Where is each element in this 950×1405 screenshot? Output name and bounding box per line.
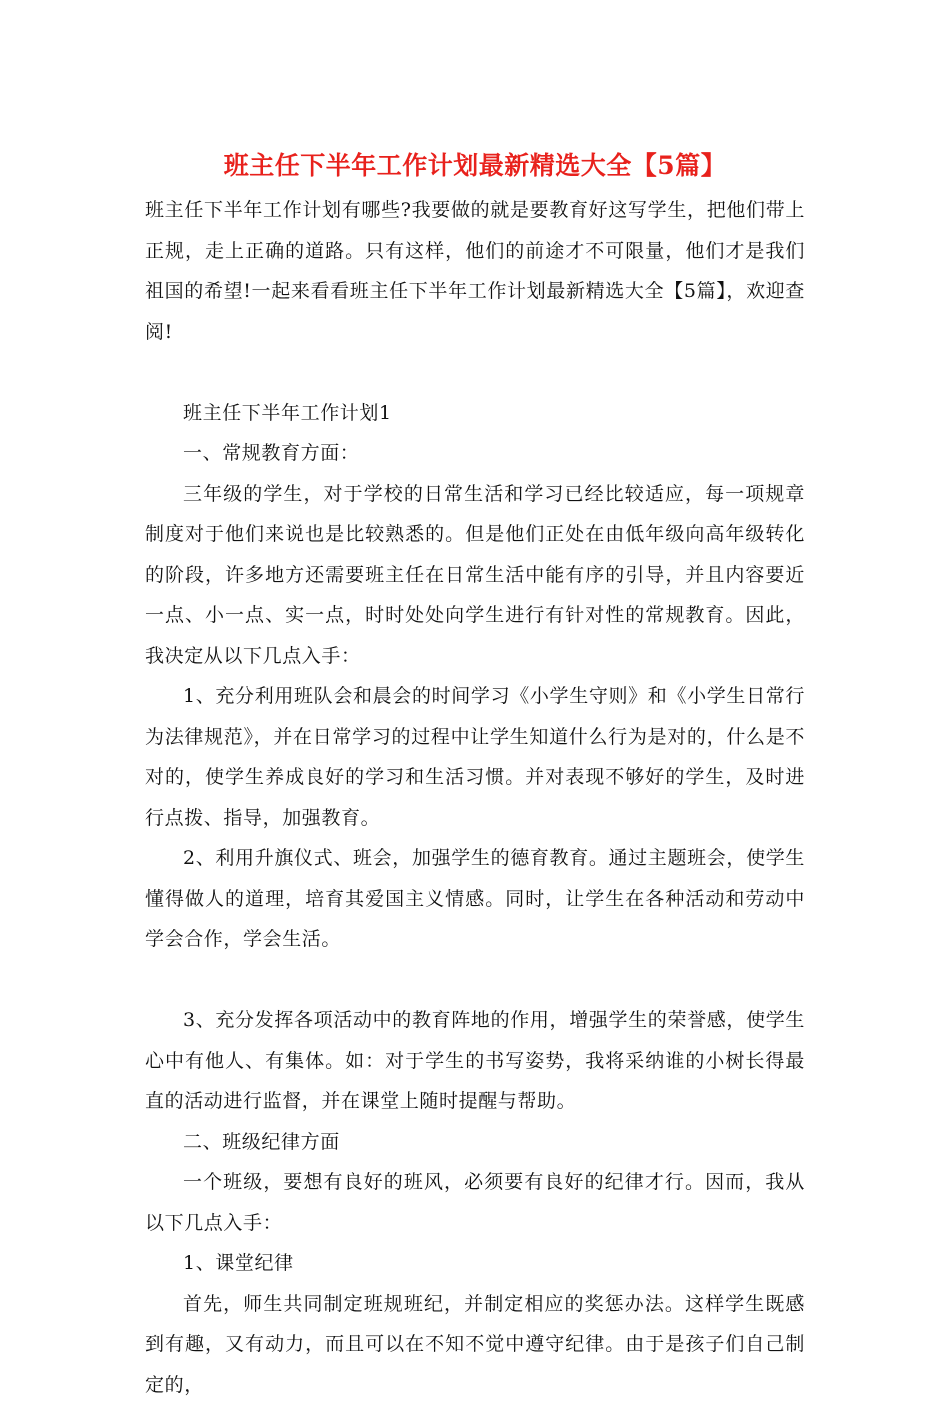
body-paragraph: 首先，师生共同制定班规班纪，并制定相应的奖惩办法。这样学生既感到有趣，又有动力，而且可以在不知不觉中遵守纪律。由于是孩子们自己制定的， [145, 1284, 805, 1405]
body-paragraph: 3、充分发挥各项活动中的教育阵地的作用，增强学生的荣誉感，使学生心中有他人、有集体。如：对于学生的书写姿势，我将采纳谁的小树长得最直的活动进行监督，并在课堂上随时提醒与帮助。 [145, 1000, 805, 1122]
document-body [145, 190, 805, 1405]
paragraph-gap [145, 960, 805, 1001]
subsection-heading: 一、常规教育方面： [145, 433, 805, 474]
body-paragraph: 1、充分利用班队会和晨会的时间学习《小学生守则》和《小学生日常行为法律规范》，并在日常学习的过程中让学生知道什么行为是对的，什么是不对的，使学生养成良好的学习和生活习惯。并对表现不够好的学生，及时进行点拨、指导，加强教育。 [145, 676, 805, 838]
document-title: 班主任下半年工作计划最新精选大全【5篇】 [0, 146, 950, 186]
body-paragraph: 2、利用升旗仪式、班会，加强学生的德育教育。通过主题班会，使学生懂得做人的道理，培育其爱国主义情感。同时，让学生在各种活动和劳动中学会合作，学会生活。 [145, 838, 805, 960]
body-paragraph: 三年级的学生，对于学校的日常生活和学习已经比较适应，每一项规章制度对于他们来说也是比较熟悉的。但是他们正处在由低年级向高年级转化的阶段，许多地方还需要班主任在日常生活中能有序的引导，并且内容要近一点、小一点、实一点，时时处处向学生进行有针对性的常规教育。因此，我决定从以下几点入手： [145, 474, 805, 677]
section-heading: 班主任下半年工作计划1 [145, 393, 805, 434]
subsection-heading: 二、班级纪律方面 [145, 1122, 805, 1163]
paragraph-gap [145, 352, 805, 393]
body-paragraph: 一个班级，要想有良好的班风，必须要有良好的纪律才行。因而，我从以下几点入手： [145, 1162, 805, 1243]
subsection-heading: 1、课堂纪律 [145, 1243, 805, 1284]
intro-paragraph: 班主任下半年工作计划有哪些?我要做的就是要教育好这写学生，把他们带上正规，走上正确的道路。只有这样，他们的前途才不可限量，他们才是我们祖国的希望!一起来看看班主任下半年工作计划最新精选大全【5篇】，欢迎查阅! [145, 190, 805, 352]
